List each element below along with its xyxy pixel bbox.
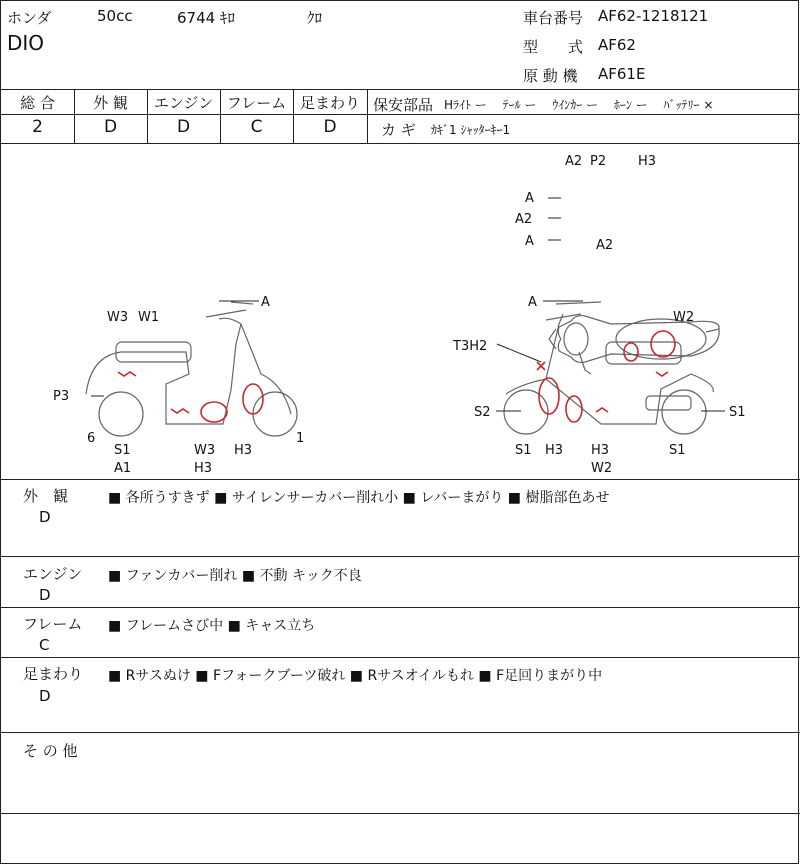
engine-notes: ■ ファンカバー削れ ■ 不動 キック不良 xyxy=(108,568,362,584)
grade-header-exterior: 外 観 xyxy=(93,94,128,112)
diagram-label: W2 xyxy=(673,310,695,325)
engine-label: 原 動 機 xyxy=(523,67,578,85)
divider xyxy=(1,556,800,557)
exterior-grade: D xyxy=(39,508,51,526)
diagram-label: A2 xyxy=(596,238,614,253)
mileage: 6744 ｷﾛ xyxy=(177,9,235,27)
left-front-wheel xyxy=(99,392,143,436)
diagram-label: H3 xyxy=(638,154,657,169)
divider xyxy=(1,732,800,733)
diagram-label: A2 xyxy=(565,154,583,169)
type-label: 型 式 xyxy=(523,38,584,56)
diagram-label: A xyxy=(261,295,270,310)
engine-grade: D xyxy=(39,586,51,604)
diagram-label: P3 xyxy=(53,389,70,404)
frame-no: AF62-1218121 xyxy=(598,7,709,25)
damage-diagram xyxy=(1,144,800,479)
divider xyxy=(1,479,800,480)
diagram-label: S2 xyxy=(474,405,491,420)
engine-title: エンジン xyxy=(23,565,83,583)
type-value: AF62 xyxy=(598,36,636,54)
grade-suspension: D xyxy=(323,117,337,137)
diagram-label: S1 xyxy=(515,443,532,458)
divider xyxy=(1,813,800,814)
grade-exterior: D xyxy=(103,117,118,137)
engine-value: AF61E xyxy=(598,65,646,83)
diagram-label: W3 xyxy=(107,310,129,325)
diagram-label: W3 xyxy=(194,443,216,458)
safety-label: 保安部品 xyxy=(373,96,434,114)
diagram-label: H3 xyxy=(591,443,610,458)
frame-no-label: 車台番号 xyxy=(523,9,584,27)
diagram-label: H3 xyxy=(194,461,213,476)
diagram-label: S1 xyxy=(669,443,686,458)
diagram-label: A xyxy=(528,295,537,310)
damage-marks xyxy=(118,331,675,422)
key-label: カ ギ xyxy=(381,121,416,139)
top-view-outline xyxy=(558,329,719,362)
frame-notes: ■ フレームさび中 ■ キャス立ち xyxy=(108,618,316,634)
grade-header-engine: エンジン xyxy=(153,94,214,112)
suspension-title: 足まわり xyxy=(23,665,84,683)
grade-header-suspension: 足まわり xyxy=(299,94,360,112)
diagram-label: W1 xyxy=(138,310,160,325)
grade-header-frame: フレーム xyxy=(226,94,287,112)
suspension-notes: ■ Rサスぬけ ■ Fフォークブーツ破れ ■ Rサスオイルもれ ■ F足回りまがり中 xyxy=(108,668,603,684)
color: ｸﾛ xyxy=(307,9,323,27)
diagram-label: A xyxy=(525,234,534,249)
divider xyxy=(1,657,800,658)
diagram-label: T3H2 xyxy=(453,339,488,354)
diagram-label: H3 xyxy=(234,443,253,458)
diagram-label: 6 xyxy=(87,431,96,446)
diagram-label: S1 xyxy=(729,405,746,420)
model-name: DIO xyxy=(7,31,45,55)
suspension-grade: D xyxy=(39,687,51,705)
exterior-title: 外 観 xyxy=(23,487,69,505)
diagram-label: H3 xyxy=(545,443,564,458)
exterior-notes: ■ 各所うすきず ■ サイレンサーカバー削れ小 ■ レバーまがり ■ 樹脂部色あせ xyxy=(108,490,610,506)
diagram-label: A1 xyxy=(114,461,132,476)
maker: ホンダ xyxy=(7,9,52,27)
displacement: 50cc xyxy=(97,7,133,25)
diagram-label: A xyxy=(525,191,534,206)
diagram-label: W2 xyxy=(591,461,613,476)
frame-title: フレーム xyxy=(23,615,83,633)
divider xyxy=(1,114,367,115)
diagram-label: P2 xyxy=(590,154,607,169)
grade-header-overall: 総 合 xyxy=(20,94,55,112)
grade-engine: D xyxy=(176,117,191,137)
grade-overall: 2 xyxy=(32,117,43,137)
safety-items: Hﾗｲﾄ ー ﾃｰﾙ ー ｳｲﾝｶｰ ー ﾎｰﾝ ー ﾊﾞｯﾃﾘｰ × xyxy=(444,98,714,112)
diagram-label: S1 xyxy=(114,443,131,458)
diagram-label: A2 xyxy=(515,212,533,227)
grade-frame: C xyxy=(250,117,263,137)
divider xyxy=(1,89,800,90)
right-front-wheel xyxy=(504,390,548,434)
other-title: そ の 他 xyxy=(23,742,78,760)
divider xyxy=(1,607,800,608)
diagram-label: 1 xyxy=(296,431,305,446)
frame-grade: C xyxy=(39,636,50,654)
key-value: ｶｷﾞ1 ｼｬｯﾀｰｷｰ1 xyxy=(431,123,511,137)
